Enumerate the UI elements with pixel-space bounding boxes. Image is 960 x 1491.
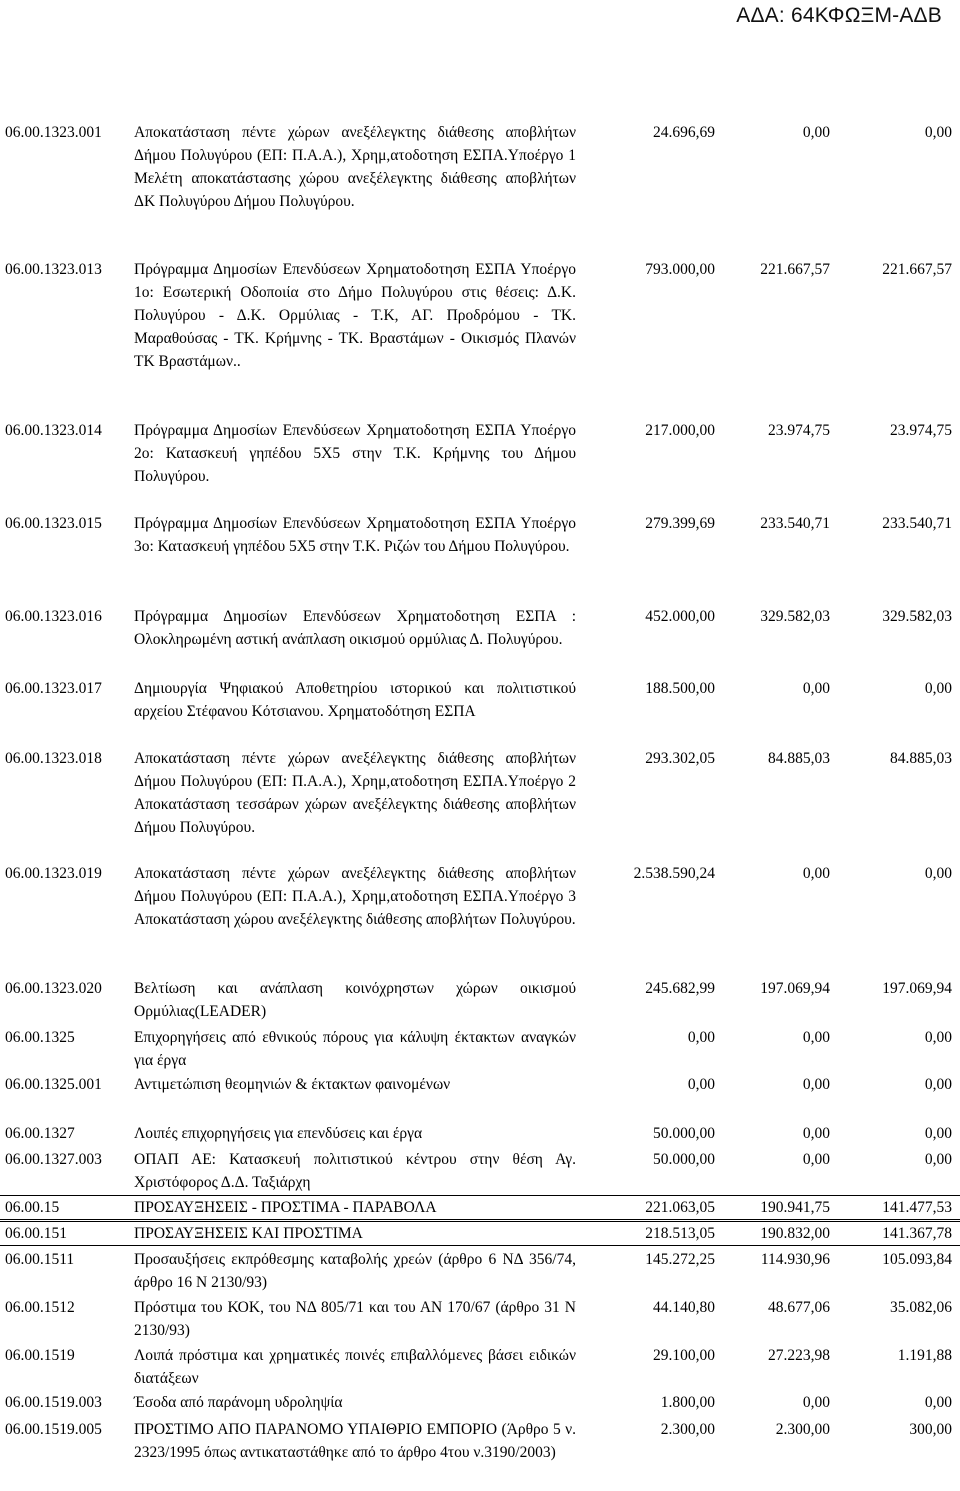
account-description: Αποκατάσταση πέντε χώρων ανεξέλεγκτης διάθεσης αποβλήτων Δήμου Πολυγύρου (ΕΠ: Π.Α.Α.), Χρημ,ατοδοτηση ΕΣΠΑ.Υποέργο 3 Αποκατάσταση χώρου ανεξέλεγκτης διάθεσης αποβλήτων Πολυγύρου. (134, 865, 576, 928)
budgeted-amount: 245.682,99 (645, 980, 715, 997)
account-description: Αντιμετώπιση θεομηνιών & έκτακτων φαινομένων (134, 1076, 451, 1093)
account-code: 06.00.1327 (5, 1125, 75, 1142)
ada-code-header: ΑΔΑ: 64ΚΦΩΞΜ-ΑΔΒ (736, 4, 942, 27)
budgeted-amount: 29.100,00 (653, 1347, 715, 1364)
certified-amount: 0,00 (802, 680, 830, 697)
certified-amount: 0,00 (802, 1076, 830, 1093)
certified-amount: 0,00 (802, 124, 830, 141)
account-description: ΠΡΟΣΑΥΞΗΣΕΙΣ - ΠΡΟΣΤΙΜΑ - ΠΑΡΑΒΟΛΑ (134, 1199, 437, 1216)
certified-amount: 0,00 (802, 1125, 830, 1142)
account-code: 06.00.1325 (5, 1029, 75, 1046)
account-code: 06.00.1323.013 (5, 261, 102, 278)
certified-amount: 190.832,00 (760, 1225, 830, 1242)
collected-amount: 105.093,84 (882, 1251, 952, 1268)
account-code: 06.00.1519.003 (5, 1394, 102, 1411)
collected-amount: 233.540,71 (882, 515, 952, 532)
collected-amount: 0,00 (924, 680, 952, 697)
table-row (0, 1221, 960, 1246)
account-description: Προσαυξήσεις εκπρόθεσμης καταβολής χρεών (άρθρο 6 ΝΔ 356/74, άρθρο 16 Ν 2130/93) (134, 1251, 576, 1291)
certified-amount: 221.667,57 (760, 261, 830, 278)
certified-amount: 23.974,75 (768, 422, 830, 439)
account-code: 06.00.1511 (5, 1251, 75, 1268)
collected-amount: 0,00 (924, 865, 952, 882)
account-code: 06.00.1325.001 (5, 1076, 102, 1093)
budgeted-amount: 793.000,00 (645, 261, 715, 278)
account-description: Λοιπές επιχορηγήσεις για επενδύσεις και έργα (134, 1125, 423, 1142)
account-code: 06.00.1512 (5, 1299, 75, 1316)
collected-amount: 197.069,94 (882, 980, 952, 997)
collected-amount: 0,00 (924, 1394, 952, 1411)
budgeted-amount: 452.000,00 (645, 608, 715, 625)
table-row (0, 1195, 960, 1220)
account-description: ΠΡΟΣΑΥΞΗΣΕΙΣ ΚΑΙ ΠΡΟΣΤΙΜΑ (134, 1225, 363, 1242)
collected-amount: 329.582,03 (882, 608, 952, 625)
certified-amount: 48.677,06 (768, 1299, 830, 1316)
account-description: Πρόγραμμα Δημοσίων Επενδύσεων Χρηματοδοτηση ΕΣΠΑ Υποέργο 2ο: Κατασκευή γηπέδου 5Χ5 στην Τ.Κ. Κρήμνης του Δήμου Πολυγύρου. (134, 422, 576, 485)
collected-amount: 0,00 (924, 1125, 952, 1142)
account-description: Πρόγραμμα Δημοσίων Επενδύσεων Χρηματοδοτηση ΕΣΠΑ Υποέργο 3ο: Κατασκευή γηπέδου 5Χ5 στην Τ.Κ. Ριζών του Δήμου Πολυγύρου. (134, 515, 576, 555)
account-description: Επιχορηγήσεις από εθνικούς πόρους για κάλυψη έκτακτων αναγκών για έργα (134, 1029, 576, 1069)
collected-amount: 1.191,88 (897, 1347, 952, 1364)
collected-amount: 141.367,78 (882, 1225, 952, 1242)
account-description: Λοιπά πρόστιμα και χρηματικές ποινές επιβαλλόμενες βάσει ειδικών διατάξεων (134, 1347, 576, 1387)
budgeted-amount: 50.000,00 (653, 1125, 715, 1142)
collected-amount: 221.667,57 (882, 261, 952, 278)
account-code: 06.00.1519 (5, 1347, 75, 1364)
budgeted-amount: 279.399,69 (645, 515, 715, 532)
account-description: ΟΠΑΠ ΑΕ: Κατασκευή πολιτιστικού κέντρου στην θέση Αγ. Χριστόφορος Δ.Δ. Ταξιάρχη (134, 1151, 576, 1191)
account-code: 06.00.1327.003 (5, 1151, 102, 1168)
budgeted-amount: 44.140,80 (653, 1299, 715, 1316)
certified-amount: 2.300,00 (775, 1421, 830, 1438)
collected-amount: 141.477,53 (882, 1199, 952, 1216)
account-description: Πρόγραμμα Δημοσίων Επενδύσεων Χρηματοδοτηση ΕΣΠΑ Υποέργο 1ο: Εσωτερική Οδοποιία στο Δήμο Πολυγύρου στις θέσεις: Δ.Κ. Πολυγύρου - Δ.Κ. Ορμύλιας - Τ.Κ, ΑΓ. Προδρόμου - ΤΚ. Μαραθούσας - ΤΚ. Κρήμνης - ΤΚ. Βραστάμων - Οικισμός Πλανών ΤΚ Βραστάμων.. (134, 261, 576, 370)
certified-amount: 114.930,96 (760, 1251, 830, 1268)
collected-amount: 84.885,03 (890, 750, 952, 767)
collected-amount: 0,00 (924, 1029, 952, 1046)
account-code: 06.00.1323.015 (5, 515, 102, 532)
collected-amount: 35.082,06 (890, 1299, 952, 1316)
account-description: Πρόγραμμα Δημοσίων Επενδύσεων Χρηματοδοτηση ΕΣΠΑ : Ολοκληρωμένη αστική ανάπλαση οικισμού ορμύλιας Δ. Πολυγύρου. (134, 608, 576, 648)
account-description: Αποκατάσταση πέντε χώρων ανεξέλεγκτης διάθεσης αποβλήτων Δήμου Πολυγύρου (ΕΠ: Π.Α.Α.), Χρημ,ατοδοτηση ΕΣΠΑ.Υποέργο 2 Αποκατάσταση τεσσάρων χώρων ανεξέλεγκτης διάθεσης αποβλήτων Δήμου Πολυγύρου. (134, 750, 576, 836)
budgeted-amount: 188.500,00 (645, 680, 715, 697)
budgeted-amount: 145.272,25 (645, 1251, 715, 1268)
account-code: 06.00.1323.014 (5, 422, 102, 439)
certified-amount: 190.941,75 (760, 1199, 830, 1216)
account-code: 06.00.1323.017 (5, 680, 102, 697)
account-code: 06.00.1323.016 (5, 608, 102, 625)
account-description: ΠΡΟΣΤΙΜΟ ΑΠΟ ΠΑΡΑΝΟΜΟ ΥΠΑΙΘΡΙΟ ΕΜΠΟΡΙΟ (Άρθρο 5 ν. 2323/1995 όπως αντικαταστάθηκε από το άρθρο 4του ν.3190/2003) (134, 1421, 576, 1461)
budgeted-amount: 217.000,00 (645, 422, 715, 439)
budgeted-amount: 293.302,05 (645, 750, 715, 767)
account-description: Πρόστιμα του ΚΟΚ, του ΝΔ 805/71 και του ΑΝ 170/67 (άρθρο 31 Ν 2130/93) (134, 1299, 576, 1339)
collected-amount: 300,00 (909, 1421, 952, 1438)
certified-amount: 84.885,03 (768, 750, 830, 767)
account-code: 06.00.15 (5, 1199, 60, 1216)
account-description: Αποκατάσταση πέντε χώρων ανεξέλεγκτης διάθεσης αποβλήτων Δήμου Πολυγύρου (ΕΠ: Π.Α.Α.), Χρημ,ατοδοτηση ΕΣΠΑ.Υποέργο 1 Μελέτη αποκατάστασης χώρου ανεξέλεγκτης διάθεσης αποβλήτων ΔΚ Πολυγύρου Δήμου Πολυγύρου. (134, 124, 576, 210)
account-code: 06.00.1323.018 (5, 750, 102, 767)
account-description: Έσοδα από παράνομη υδροληψία (134, 1394, 343, 1411)
budgeted-amount: 2.300,00 (660, 1421, 715, 1438)
budgeted-amount: 218.513,05 (645, 1225, 715, 1242)
account-code: 06.00.1323.020 (5, 980, 102, 997)
certified-amount: 197.069,94 (760, 980, 830, 997)
account-code: 06.00.1519.005 (5, 1421, 102, 1438)
collected-amount: 0,00 (924, 124, 952, 141)
collected-amount: 0,00 (924, 1151, 952, 1168)
certified-amount: 27.223,98 (768, 1347, 830, 1364)
budgeted-amount: 221.063,05 (645, 1199, 715, 1216)
certified-amount: 0,00 (802, 1151, 830, 1168)
collected-amount: 23.974,75 (890, 422, 952, 439)
budgeted-amount: 50.000,00 (653, 1151, 715, 1168)
budgeted-amount: 0,00 (687, 1076, 715, 1093)
certified-amount: 329.582,03 (760, 608, 830, 625)
account-code: 06.00.1323.019 (5, 865, 102, 882)
account-description: Δημιουργία Ψηφιακού Αποθετηρίου ιστορικού και πολιτιστικού αρχείου Στέφανου Κότσιανου. Χρηματοδότηση ΕΣΠΑ (134, 680, 576, 720)
account-code: 06.00.1323.001 (5, 124, 102, 141)
budgeted-amount: 0,00 (687, 1029, 715, 1046)
certified-amount: 0,00 (802, 1394, 830, 1411)
collected-amount: 0,00 (924, 1076, 952, 1093)
certified-amount: 0,00 (802, 865, 830, 882)
budgeted-amount: 24.696,69 (653, 124, 715, 141)
certified-amount: 0,00 (802, 1029, 830, 1046)
certified-amount: 233.540,71 (760, 515, 830, 532)
account-description: Βελτίωση και ανάπλαση κοινόχρηστων χώρων οικισμού Ορμύλιας(LEADER) (134, 980, 576, 1020)
account-code: 06.00.151 (5, 1225, 67, 1242)
budgeted-amount: 1.800,00 (660, 1394, 715, 1411)
budgeted-amount: 2.538.590,24 (633, 865, 715, 882)
